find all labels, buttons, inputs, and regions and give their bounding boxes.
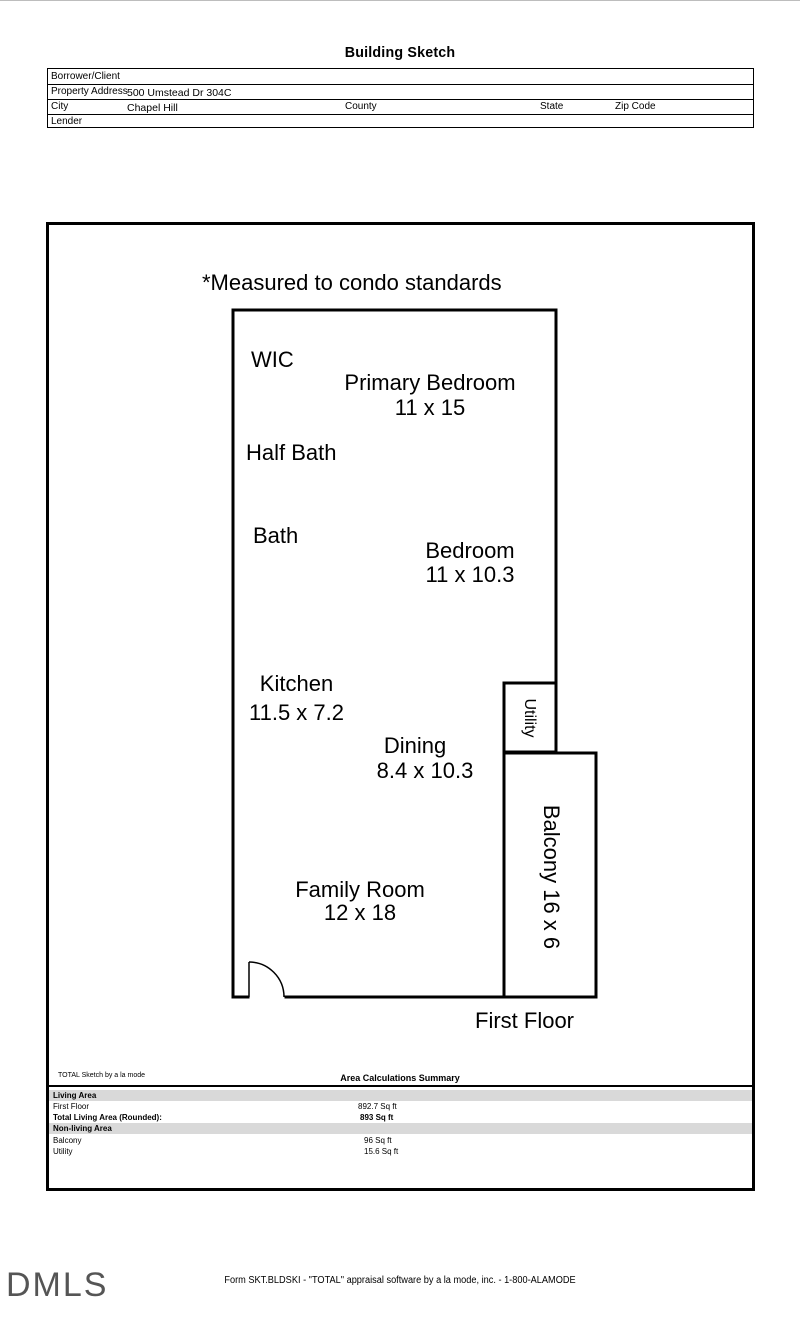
software-note: TOTAL Sketch by a la mode — [58, 1072, 146, 1079]
room-bedroom-dims: 11 x 10.3 — [425, 562, 515, 587]
summary-row-first-floor — [49, 1101, 752, 1112]
room-dining: Dining — [383, 733, 447, 758]
room-kitchen: Kitchen — [259, 671, 334, 696]
summary-divider — [48, 1085, 753, 1087]
summary-title: Area Calculations Summary — [340, 1073, 460, 1083]
total-living-value: 893 Sq ft — [360, 1113, 394, 1122]
living-area-heading: Living Area — [53, 1091, 97, 1100]
address-label: Property Address — [51, 86, 128, 97]
zip-label: Zip Code — [615, 101, 656, 112]
room-wic: WIC — [251, 347, 294, 372]
county-label: County — [345, 101, 377, 112]
room-half-bath: Half Bath — [246, 440, 337, 465]
floor-label: First Floor — [475, 1008, 574, 1033]
room-primary-bedroom-dims: 11 x 15 — [394, 395, 466, 420]
first-floor-label: First Floor — [53, 1102, 89, 1111]
page-title: Building Sketch — [344, 44, 456, 61]
room-family-room-dims: 12 x 18 — [323, 900, 397, 925]
measurement-note: *Measured to condo standards — [202, 270, 502, 295]
city-label: City — [51, 101, 69, 112]
room-bedroom: Bedroom — [425, 538, 515, 563]
balcony-area-label: Balcony — [53, 1136, 82, 1145]
room-balcony: Balcony 16 x 6 — [539, 804, 564, 950]
summary-row-total — [49, 1112, 752, 1123]
summary-row-living-area — [49, 1090, 752, 1101]
room-kitchen-dims: 11.5 x 7.2 — [249, 700, 344, 725]
first-floor-value: 892.7 Sq ft — [358, 1102, 397, 1111]
utility-area-label: Utility — [53, 1147, 73, 1156]
summary-row-utility — [49, 1146, 752, 1157]
summary-row-balcony — [49, 1135, 752, 1146]
city-value: Chapel Hill — [127, 102, 178, 114]
room-dining-dims: 8.4 x 10.3 — [376, 758, 474, 783]
summary-row-non-living — [49, 1123, 752, 1134]
dmls-logo: DMLS — [6, 1266, 109, 1304]
borrower-label: Borrower/Client — [51, 71, 120, 82]
lender-label: Lender — [51, 116, 83, 127]
balcony-area-value: 96 Sq ft — [364, 1136, 392, 1145]
utility-area-value: 15.6 Sq ft — [364, 1147, 399, 1156]
form-footer: Form SKT.BLDSKI - "TOTAL" appraisal software by a la mode, inc. - 1-800-ALAMODE — [224, 1275, 576, 1286]
room-family-room: Family Room — [295, 877, 425, 902]
state-label: State — [540, 101, 564, 112]
room-primary-bedroom: Primary Bedroom — [344, 370, 516, 395]
room-bath: Bath — [253, 523, 299, 548]
total-living-label: Total Living Area (Rounded): — [53, 1113, 162, 1122]
non-living-heading: Non-living Area — [53, 1124, 112, 1133]
door-swing-icon — [249, 962, 284, 997]
room-utility: Utility — [521, 698, 538, 738]
address-value: 500 Umstead Dr 304C — [127, 87, 232, 99]
